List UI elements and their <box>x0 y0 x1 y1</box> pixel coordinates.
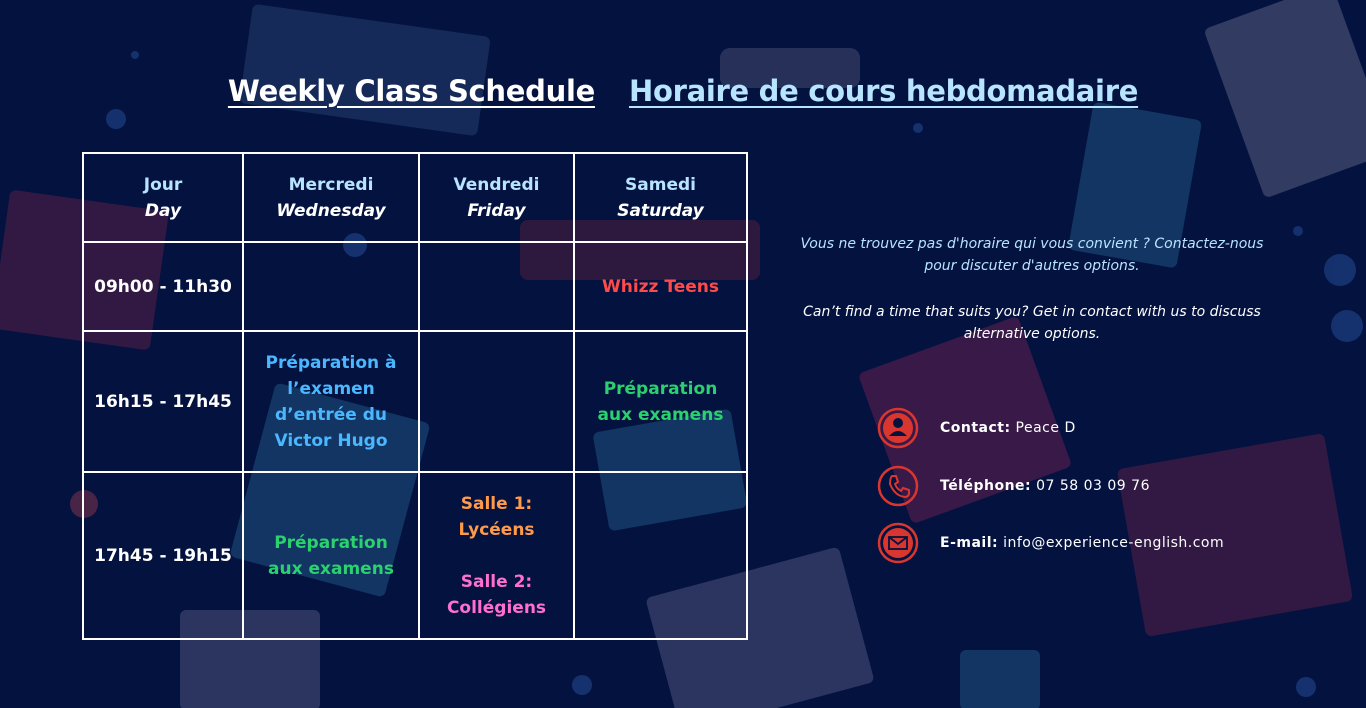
class-line: aux examens <box>268 558 394 579</box>
contact-value[interactable]: 07 58 03 09 76 <box>1036 478 1150 494</box>
class-line: Victor Hugo <box>274 430 388 451</box>
contact-label: E-mail: <box>940 535 999 551</box>
contact-phone <box>877 465 1150 507</box>
cell-friday <box>419 331 574 472</box>
cell-friday <box>419 242 574 331</box>
cell-friday <box>419 472 574 639</box>
table-row <box>83 331 747 472</box>
schedule-table <box>82 152 748 640</box>
contact-person <box>877 407 1076 449</box>
contact-label: Téléphone: <box>940 478 1032 494</box>
time-slot: 17h45 - 19h15 <box>83 472 243 639</box>
cell-saturday <box>574 472 747 639</box>
note-french: Vous ne trouvez pas d'horaire qui vous convient ? Contactez-nous pour discuter d'autres options. <box>800 236 1264 274</box>
cell-saturday <box>574 242 747 331</box>
cell-wednesday <box>243 242 419 331</box>
room-group: Collégiens <box>446 597 547 618</box>
title-row <box>0 74 1366 108</box>
class-line: l’examen <box>287 378 375 399</box>
table-row <box>83 472 747 639</box>
person-icon <box>877 407 919 449</box>
title-english: Weekly Class Schedule <box>227 74 595 108</box>
mail-icon <box>877 522 919 564</box>
room-label: Salle 1: <box>460 493 533 514</box>
header-friday: Vendredi Friday <box>419 153 574 242</box>
class-name: Whizz Teens <box>601 276 719 297</box>
header-wednesday: Mercredi Wednesday <box>243 153 419 242</box>
contact-value[interactable]: info@experience-english.com <box>1003 535 1225 551</box>
contact-email <box>877 522 1224 564</box>
header-saturday: Samedi Saturday <box>574 153 747 242</box>
table-row <box>83 242 747 331</box>
cell-saturday <box>574 331 747 472</box>
class-line: Préparation <box>274 532 388 553</box>
class-line: aux examens <box>597 404 724 425</box>
contact-value: Peace D <box>1015 420 1076 436</box>
phone-icon <box>877 465 919 507</box>
room-label: Salle 2: <box>460 571 533 592</box>
cell-wednesday <box>243 472 419 639</box>
class-line: Préparation <box>603 378 718 399</box>
note-english: Can’t find a time that suits you? Get in contact with us to discuss alternative options. <box>803 304 1261 342</box>
time-slot: 09h00 - 11h30 <box>83 242 243 331</box>
header-day: Jour Day <box>83 153 243 242</box>
time-slot: 16h15 - 17h45 <box>83 331 243 472</box>
cell-wednesday <box>243 331 419 472</box>
class-line: Préparation à <box>265 352 397 373</box>
class-line: d’entrée du <box>274 404 388 425</box>
title-french: Horaire de cours hebdomadaire <box>628 74 1139 108</box>
room-group: Lycéens <box>458 519 535 540</box>
table-header-row <box>83 153 747 242</box>
contact-label: Contact: <box>940 420 1011 436</box>
